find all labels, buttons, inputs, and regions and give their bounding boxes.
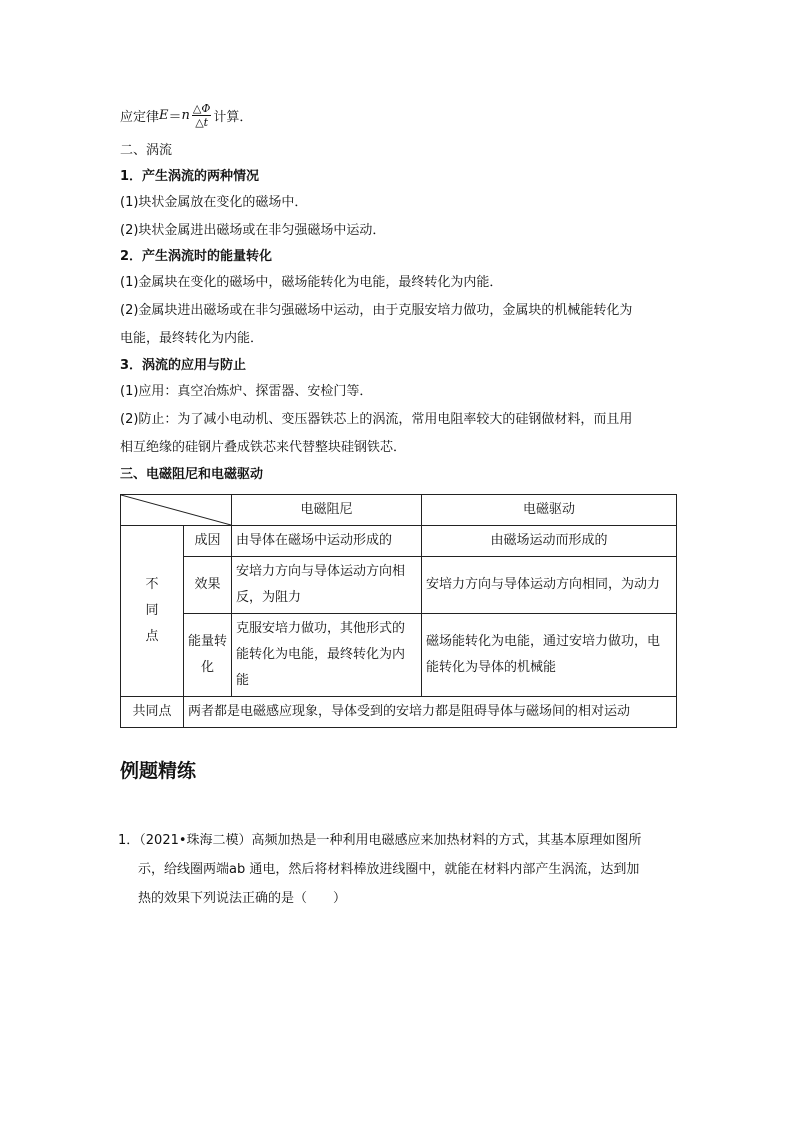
fraction-numerator: △Φ (192, 101, 211, 115)
cell-damping-effect: 安培力方向与导体运动方向相反，为阻力 (232, 557, 422, 614)
table-row (121, 614, 677, 697)
table-row (121, 526, 677, 557)
paragraph: 相互绝缘的硅钢片叠成铁芯来代替整块硅钢铁芯． (120, 440, 407, 455)
question-text-line: 1．（2021•珠海二模）高频加热是一种利用电磁感应来加热材料的方式，其基本原理如图所 (118, 833, 642, 848)
header-damping: 电磁阻尼 (232, 495, 422, 526)
subheading-energy-conversion: 2．产生涡流时的能量转化 (120, 249, 273, 264)
paragraph: (1)应用：真空冶炼炉、探雷器、安检门等． (120, 384, 373, 399)
row-label-common: 共同点 (121, 697, 184, 728)
section-heading-damping-drive: 三、电磁阻尼和电磁驱动 (120, 467, 264, 482)
comparison-table (120, 494, 677, 728)
examples-title: 例题精练 (120, 760, 197, 782)
paragraph: (1)块状金属放在变化的磁场中． (120, 195, 308, 210)
formula-fraction (192, 102, 211, 129)
formula-equals: ＝ (168, 109, 182, 125)
paragraph: 电能，最终转化为内能． (120, 331, 264, 346)
question-text-line: 示，给线圈两端ab 通电，然后将材料棒放进线圈中，就能在材料内部产生涡流，达到加 (138, 862, 640, 877)
section-heading-eddy-current: 二、涡流 (120, 143, 173, 158)
formula-e: E (159, 107, 169, 123)
cell-common: 两者都是电磁感应现象，导体受到的安培力都是阻碍导体与磁场间的相对运动 (184, 697, 677, 728)
paragraph: (2)防止：为了减小电动机、变压器铁芯上的涡流，常用电阻率较大的硅钢做材料，而且用 (120, 412, 633, 427)
cell-drive-cause: 由磁场运动而形成的 (422, 526, 677, 557)
row-label-effect: 效果 (184, 557, 232, 614)
diagonal-line (121, 495, 231, 525)
cell-drive-energy: 磁场能转化为电能，通过安培力做功，电能转化为导体的机械能 (422, 614, 677, 697)
fraction-denominator: △t (195, 115, 209, 129)
formula-prefix: 应定律 (120, 109, 160, 125)
header-drive: 电磁驱动 (422, 495, 677, 526)
diagonal-header-cell (121, 495, 232, 526)
group-label-char: 同 (145, 603, 159, 618)
formula-n: n (181, 107, 190, 123)
cell-drive-effect: 安培力方向与导体运动方向相同，为动力 (422, 557, 677, 614)
faraday-formula-line (120, 98, 252, 132)
subheading-two-cases: 1．产生涡流的两种情况 (120, 169, 260, 184)
group-label-char: 不 (145, 577, 159, 592)
paragraph: (2)金属块进出磁场或在非匀强磁场中运动，由于克服安培力做功，金属块的机械能转化为 (120, 303, 633, 318)
table-row-common (121, 697, 677, 728)
row-label-cause: 成因 (184, 526, 232, 557)
group-label-char: 点 (145, 629, 159, 644)
question-text-line: 热的效果下列说法正确的是（ ） (138, 891, 347, 906)
row-label-energy: 能量转化 (184, 614, 232, 697)
group-label-differences (121, 526, 184, 697)
table-header-row (121, 495, 677, 526)
subheading-application: 3．涡流的应用与防止 (120, 358, 247, 373)
question-1 (118, 826, 678, 913)
paragraph: (1)金属块在变化的磁场中，磁场能转化为电能，最终转化为内能． (120, 275, 503, 290)
formula-suffix: 计算． (213, 109, 253, 125)
cell-damping-cause: 由导体在磁场中运动形成的 (232, 526, 422, 557)
table-row (121, 557, 677, 614)
paragraph: (2)块状金属进出磁场或在非匀强磁场中运动． (120, 223, 386, 238)
cell-damping-energy: 克服安培力做功，其他形式的能转化为电能，最终转化为内能 (232, 614, 422, 697)
